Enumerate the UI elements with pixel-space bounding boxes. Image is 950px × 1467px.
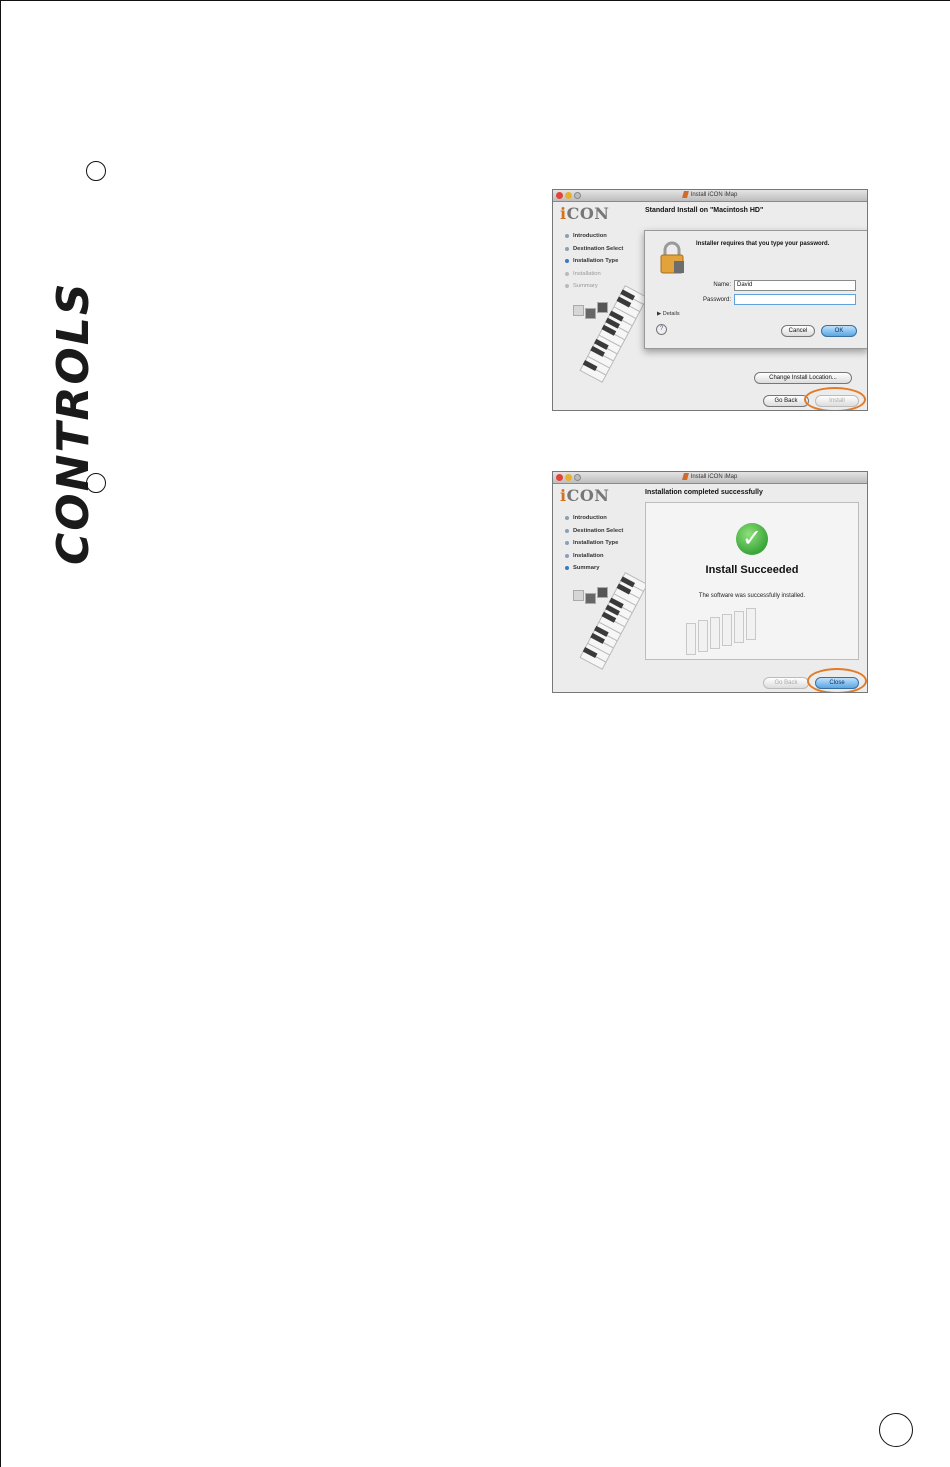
details-disclosure[interactable]: ▶ Details [657, 311, 680, 317]
close-window-button[interactable] [556, 192, 563, 199]
step-installation: Installation [565, 551, 623, 564]
step-marker-2 [86, 473, 106, 493]
step-summary: Summary [565, 281, 623, 294]
success-message: The software was successfully installed. [698, 593, 806, 599]
page-border-left [0, 0, 1, 1467]
step-bullet-icon [565, 272, 569, 276]
step-bullet-icon [565, 259, 569, 263]
installer-steps [565, 513, 623, 576]
fader-illustration [710, 617, 720, 649]
install-button[interactable]: Install [815, 395, 859, 407]
installer-window-success [552, 471, 868, 693]
step-bullet-icon [565, 554, 569, 558]
step-bullet-icon [565, 541, 569, 545]
highlight-ring [804, 387, 866, 411]
password-field[interactable] [734, 294, 856, 305]
name-field[interactable]: David [734, 280, 856, 291]
success-title: Install Succeeded [705, 564, 799, 576]
success-panel [645, 502, 859, 660]
pad-illustration [573, 590, 584, 601]
step-introduction: Introduction [565, 231, 623, 244]
disclosure-triangle-icon: ▶ [657, 311, 662, 317]
pad-illustration [573, 305, 584, 316]
go-back-button[interactable]: Go Back [763, 395, 809, 407]
ok-button[interactable]: OK [821, 325, 857, 337]
checkmark-icon: ✓ [736, 523, 768, 555]
step-marker-1 [86, 161, 106, 181]
step-bullet-icon [565, 247, 569, 251]
lock-icon [659, 241, 685, 275]
fader-illustration [698, 620, 708, 652]
cancel-button[interactable]: Cancel [781, 325, 815, 337]
step-installation: Installation [565, 269, 623, 282]
controls-sidebar-title: CONTROLS [48, 281, 99, 565]
zoom-window-button[interactable] [574, 474, 581, 481]
change-install-location-button[interactable]: Change Install Location... [754, 372, 852, 384]
title-bar [553, 472, 867, 484]
step-bullet-icon [565, 529, 569, 533]
minimize-window-button[interactable] [565, 474, 572, 481]
pad-illustration [597, 302, 608, 313]
name-label: Name: [713, 282, 731, 288]
pad-illustration [597, 587, 608, 598]
password-prompt: Installer requires that you type your password. [696, 241, 830, 247]
step-bullet-icon [565, 234, 569, 238]
title-bar [553, 190, 867, 202]
window-title: Install iCON iMap [690, 474, 738, 480]
page-number-circle [879, 1413, 913, 1447]
install-heading: Standard Install on "Macintosh HD" [645, 207, 764, 214]
go-back-button[interactable]: Go Back [763, 677, 809, 689]
step-destination-select: Destination Select [565, 244, 623, 257]
highlight-ring [807, 668, 867, 693]
step-bullet-icon [565, 284, 569, 288]
minimize-window-button[interactable] [565, 192, 572, 199]
window-title: Install iCON iMap [690, 192, 738, 198]
step-destination-select: Destination Select [565, 526, 623, 539]
step-summary: Summary [565, 563, 623, 576]
installer-steps [565, 231, 623, 294]
step-bullet-icon [565, 566, 569, 570]
close-button[interactable]: Close [815, 677, 859, 689]
page-border-top [0, 0, 950, 1]
password-label: Password: [702, 297, 731, 303]
step-introduction: Introduction [565, 513, 623, 526]
fader-illustration [734, 611, 744, 643]
step-bullet-icon [565, 516, 569, 520]
fader-illustration [722, 614, 732, 646]
icon-logo: iCON [560, 204, 610, 223]
close-window-button[interactable] [556, 474, 563, 481]
pad-illustration [585, 593, 596, 604]
installer-icon [682, 473, 689, 480]
fader-illustration [686, 623, 696, 655]
icon-logo: iCON [560, 486, 610, 505]
installer-icon [682, 191, 689, 198]
installer-window-password [552, 189, 868, 411]
step-installation-type: Installation Type [565, 256, 623, 269]
pad-illustration [585, 308, 596, 319]
zoom-window-button[interactable] [574, 192, 581, 199]
help-icon[interactable]: ? [656, 324, 667, 335]
password-dialog [644, 230, 868, 349]
step-installation-type: Installation Type [565, 538, 623, 551]
install-heading: Installation completed successfully [645, 489, 763, 496]
fader-illustration [746, 608, 756, 640]
